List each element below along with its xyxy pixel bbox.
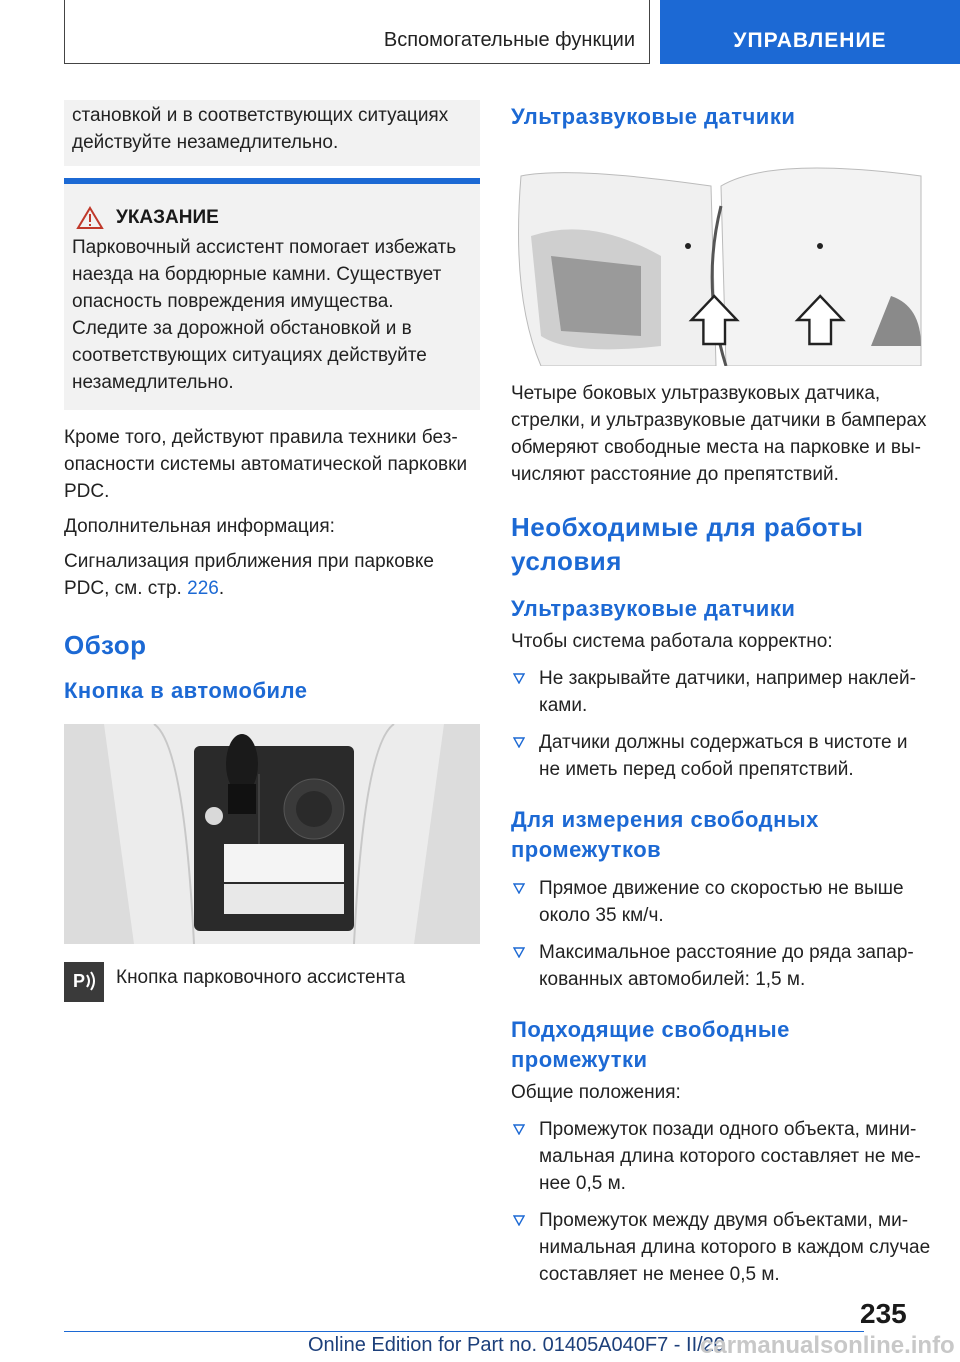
right-column — [511, 100, 931, 1288]
center-console-image — [64, 724, 480, 944]
suitable-intro: Общие положения: — [511, 1082, 681, 1103]
heading-button-in-car: Кнопка в автомобиле — [64, 678, 308, 703]
warning-title-text: УКАЗАНИЕ — [116, 207, 219, 228]
ultrasonic-sensor-image — [511, 146, 931, 366]
bullet-triangle-icon — [513, 882, 525, 894]
list-item — [511, 939, 931, 993]
warning-box — [64, 178, 480, 410]
list-item — [511, 729, 931, 783]
page-number: 235 — [860, 1298, 907, 1329]
heading-ultrasonic-sensors: Ультразвуковые датчики — [511, 104, 796, 129]
list-item-text: Промежуток между двумя объектами, минимальная длина которого в каждом случае составляет не менее 0,5 м. — [539, 1210, 931, 1285]
header-section-label: Вспомогательные функции — [383, 29, 635, 51]
heading-suitable-gaps: Подходящие свободные промежутки — [511, 1017, 790, 1072]
watermark: carmanualsonline.info — [700, 1332, 955, 1359]
list-item-text: Датчики должны содержаться в чистоте и не иметь перед собой препятствий. — [539, 732, 908, 780]
heading-measuring-gaps: Для измерения свободных промежутков — [511, 807, 819, 862]
pdc-reference-text: Сигнализация приближения при парковке PDC, см. стр. — [64, 551, 434, 599]
conditions-list — [511, 665, 931, 783]
sensor-description: Четыре боковых ультразвуковых датчика, стрелки, и ультразвуковые датчики в бамперах обмеряют свободные места на парковке и вычисляют расстояние до препятствий. — [511, 383, 927, 485]
list-item — [511, 665, 931, 719]
parking-assistant-button-icon — [64, 962, 104, 1002]
center-console-illustration — [64, 724, 480, 944]
list-item-text: Не закрывайте датчики, например наклейками. — [539, 668, 916, 716]
warning-text: Парковочный ассистент помогает избежать наезда на бордюрные камни. Существует опасность повреждения имущества. Следите за дорожной обстановкой и в соответствующих ситуациях действуйте незамедлительно. — [72, 237, 457, 393]
figure-caption-text: Кнопка парковочного ассистента — [116, 967, 406, 988]
bullet-triangle-icon — [513, 736, 525, 748]
continued-note-text: становкой и в соответствующих ситуациях действуйте незамедлительно. — [72, 105, 449, 153]
page-link-226[interactable]: 226 — [187, 578, 219, 599]
paragraph-safety: Кроме того, действуют правила техники безопасности системы автоматической парковки PDC. — [64, 427, 468, 502]
bullet-triangle-icon — [513, 1123, 525, 1135]
continued-note-box — [64, 100, 480, 166]
header-chapter-tab[interactable] — [660, 0, 960, 64]
list-item — [511, 1207, 931, 1288]
left-column — [64, 100, 480, 1002]
parking-p-icon — [69, 967, 99, 997]
heading-operating-conditions: Необходимые для работы условия — [511, 512, 864, 576]
pdc-reference-end: . — [218, 578, 225, 599]
header-section — [64, 0, 650, 64]
bullet-triangle-icon — [513, 946, 525, 958]
svg-text:P: P — [73, 971, 86, 991]
list-item-text: Прямое движение со скоростью не выше около 35 км/ч. — [539, 878, 904, 926]
bumper-sensor-illustration — [511, 146, 931, 366]
bullet-triangle-icon — [513, 1214, 525, 1226]
warning-title — [72, 206, 472, 230]
conditions-intro: Чтобы система работала корректно: — [511, 631, 833, 652]
paragraph-pdc-reference — [64, 548, 480, 602]
list-item — [511, 875, 931, 929]
edition-line: Online Edition for Part no. 01405A040F7 - II/20 — [308, 1334, 725, 1356]
heading-overview: Обзор — [64, 630, 147, 660]
bullet-triangle-icon — [513, 672, 525, 684]
figure-caption — [64, 962, 480, 1002]
list-item — [511, 1116, 931, 1197]
header-chapter-label: УПРАВЛЕНИЕ — [733, 29, 887, 52]
list-item-text: Максимальное расстояние до ряда запаркованных автомобилей: 1,5 м. — [539, 942, 914, 990]
list-item-text: Промежуток позади одного объекта, минимальная длина которого составляет не менее 0,5 м. — [539, 1119, 921, 1194]
measuring-list — [511, 875, 931, 993]
suitable-list — [511, 1116, 931, 1288]
paragraph-more-info: Дополнительная информация: — [64, 516, 335, 537]
warning-triangle-icon — [76, 206, 104, 230]
heading-ultrasonic-sensors-2: Ультразвуковые датчики — [511, 596, 796, 621]
